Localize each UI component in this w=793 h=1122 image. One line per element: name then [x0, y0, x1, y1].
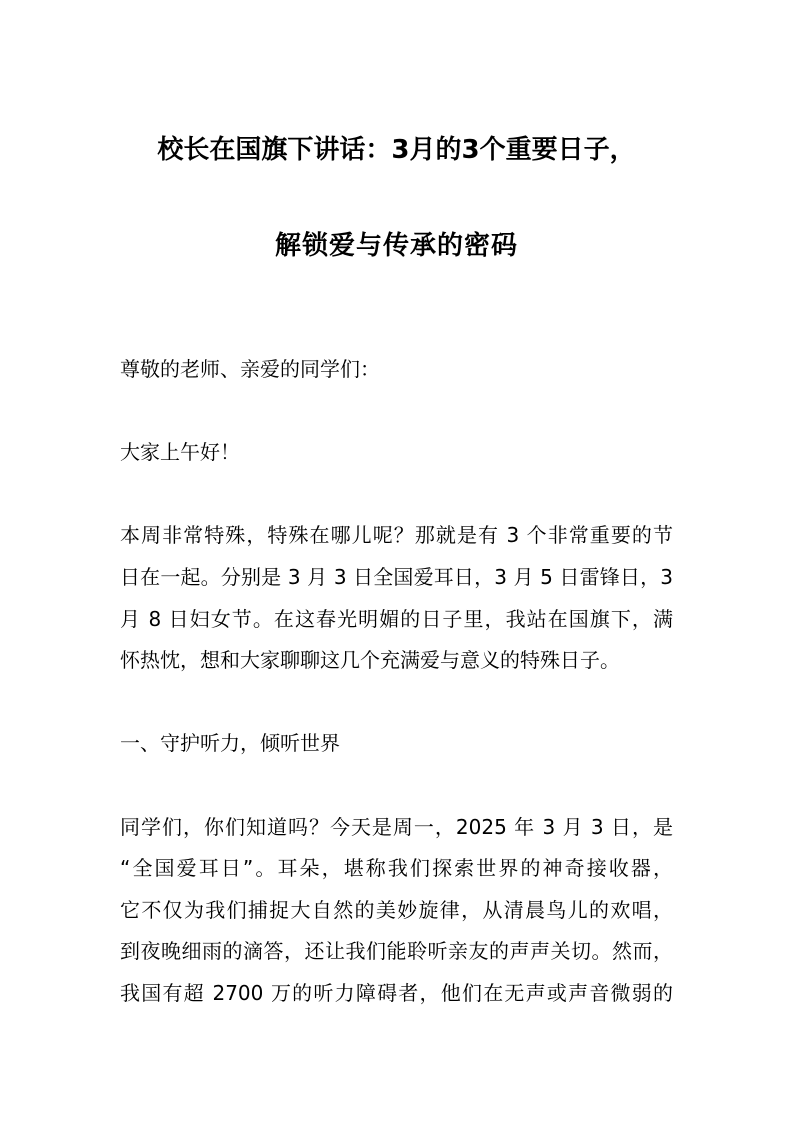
paragraph-line: 到夜晚细雨的滴答，还让我们能聆听亲友的声声关切。然而，: [120, 939, 673, 964]
document-title-line-2: 解锁爱与传承的密码: [274, 231, 518, 261]
paragraph-line: 它不仅为我们捕捉大自然的美妙旋律，从清晨鸟儿的欢唱，: [120, 897, 673, 922]
document-body: [120, 349, 673, 1056]
paragraph-line: 本周非常特殊，特殊在哪儿呢？那就是有 3 个非常重要的节: [120, 523, 673, 548]
paragraph-line: 同学们，你们知道吗？今天是周一，2025 年 3 月 3 日，是: [120, 814, 673, 839]
paragraph-line: 怀热忱，想和大家聊聊这几个充满爱与意义的特殊日子。: [120, 648, 620, 673]
paragraph-line: 日在一起。分别是 3 月 3 日全国爱耳日，3 月 5 日雷锋日，3: [120, 564, 673, 589]
section1-paragraph: [120, 807, 673, 1015]
salutation-paragraph: [120, 349, 673, 391]
salutation: 尊敬的老师、亲爱的同学们：: [120, 357, 380, 381]
section-heading-paragraph: [120, 723, 673, 765]
paragraph-line: 月 8 日妇女节。在这春光明媚的日子里，我站在国旗下，满: [120, 606, 673, 631]
greeting: 大家上午好！: [120, 440, 240, 465]
intro-paragraph: [120, 515, 673, 681]
section-heading: 一、守护听力，倾听世界: [120, 731, 340, 756]
greeting-paragraph: [120, 432, 673, 474]
paragraph-line: 我国有超 2700 万的听力障碍者，他们在无声或声音微弱的: [120, 980, 673, 1005]
document-title-line-1: 校长在国旗下讲话：3月的3个重要日子，: [157, 135, 636, 165]
paragraph-line: “全国爱耳日”。耳朵，堪称我们探索世界的神奇接收器，: [120, 856, 673, 881]
